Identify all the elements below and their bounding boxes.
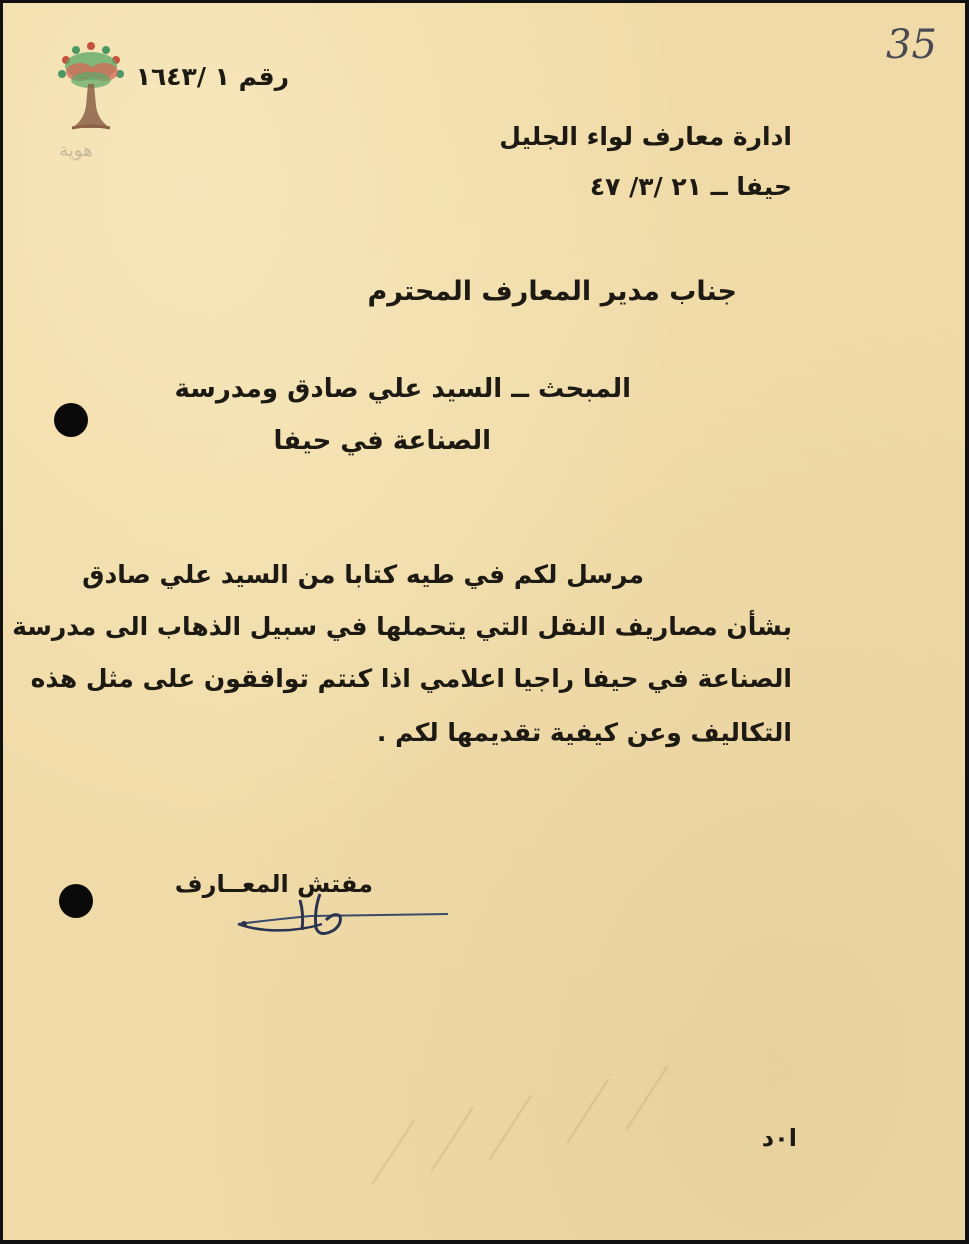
body-line-4: التكاليف وعن كيفية تقديمها لكم . <box>376 718 792 747</box>
punch-hole-bottom <box>59 884 93 918</box>
signature-title: مفتش المعــارف <box>174 870 373 898</box>
place-date: حيفا ــ ٢١ /٣/ ٤٧ <box>589 172 792 201</box>
tree-logo-icon <box>50 36 132 186</box>
faint-pencil-marks: ／／／ ／／ <box>357 1060 684 1196</box>
scan-border-left <box>0 0 3 1244</box>
subject-line-2: الصناعة في حيفا <box>273 426 491 456</box>
punch-hole-top <box>54 403 88 437</box>
reference-number: رقم ١ /١٦٤٣ <box>135 62 289 91</box>
watermark-logo-text: هوية <box>59 140 93 161</box>
footer-initials: ا٠د <box>761 1124 797 1152</box>
scan-border-bottom <box>0 1240 969 1244</box>
body-line-3: الصناعة في حيفا راجيا اعلامي اذا كنتم توافقون على مثل هذه <box>30 664 792 693</box>
page-number: 35 <box>886 22 937 68</box>
scan-border-right <box>965 0 969 1244</box>
sender-office: ادارة معارف لواء الجليل <box>499 122 792 151</box>
recipient: جناب مدير المعارف المحترم <box>367 276 737 307</box>
body-line-2: بشأن مصاريف النقل التي يتحملها في سبيل الذهاب الى مدرسة <box>12 612 792 641</box>
subject-line-1: المبحث ــ السيد علي صادق ومدرسة <box>174 374 631 404</box>
scan-border-top <box>0 0 969 3</box>
body-line-1: مرسل لكم في طيه كتابا من السيد علي صادق <box>82 560 644 589</box>
handwritten-signature <box>230 880 460 950</box>
